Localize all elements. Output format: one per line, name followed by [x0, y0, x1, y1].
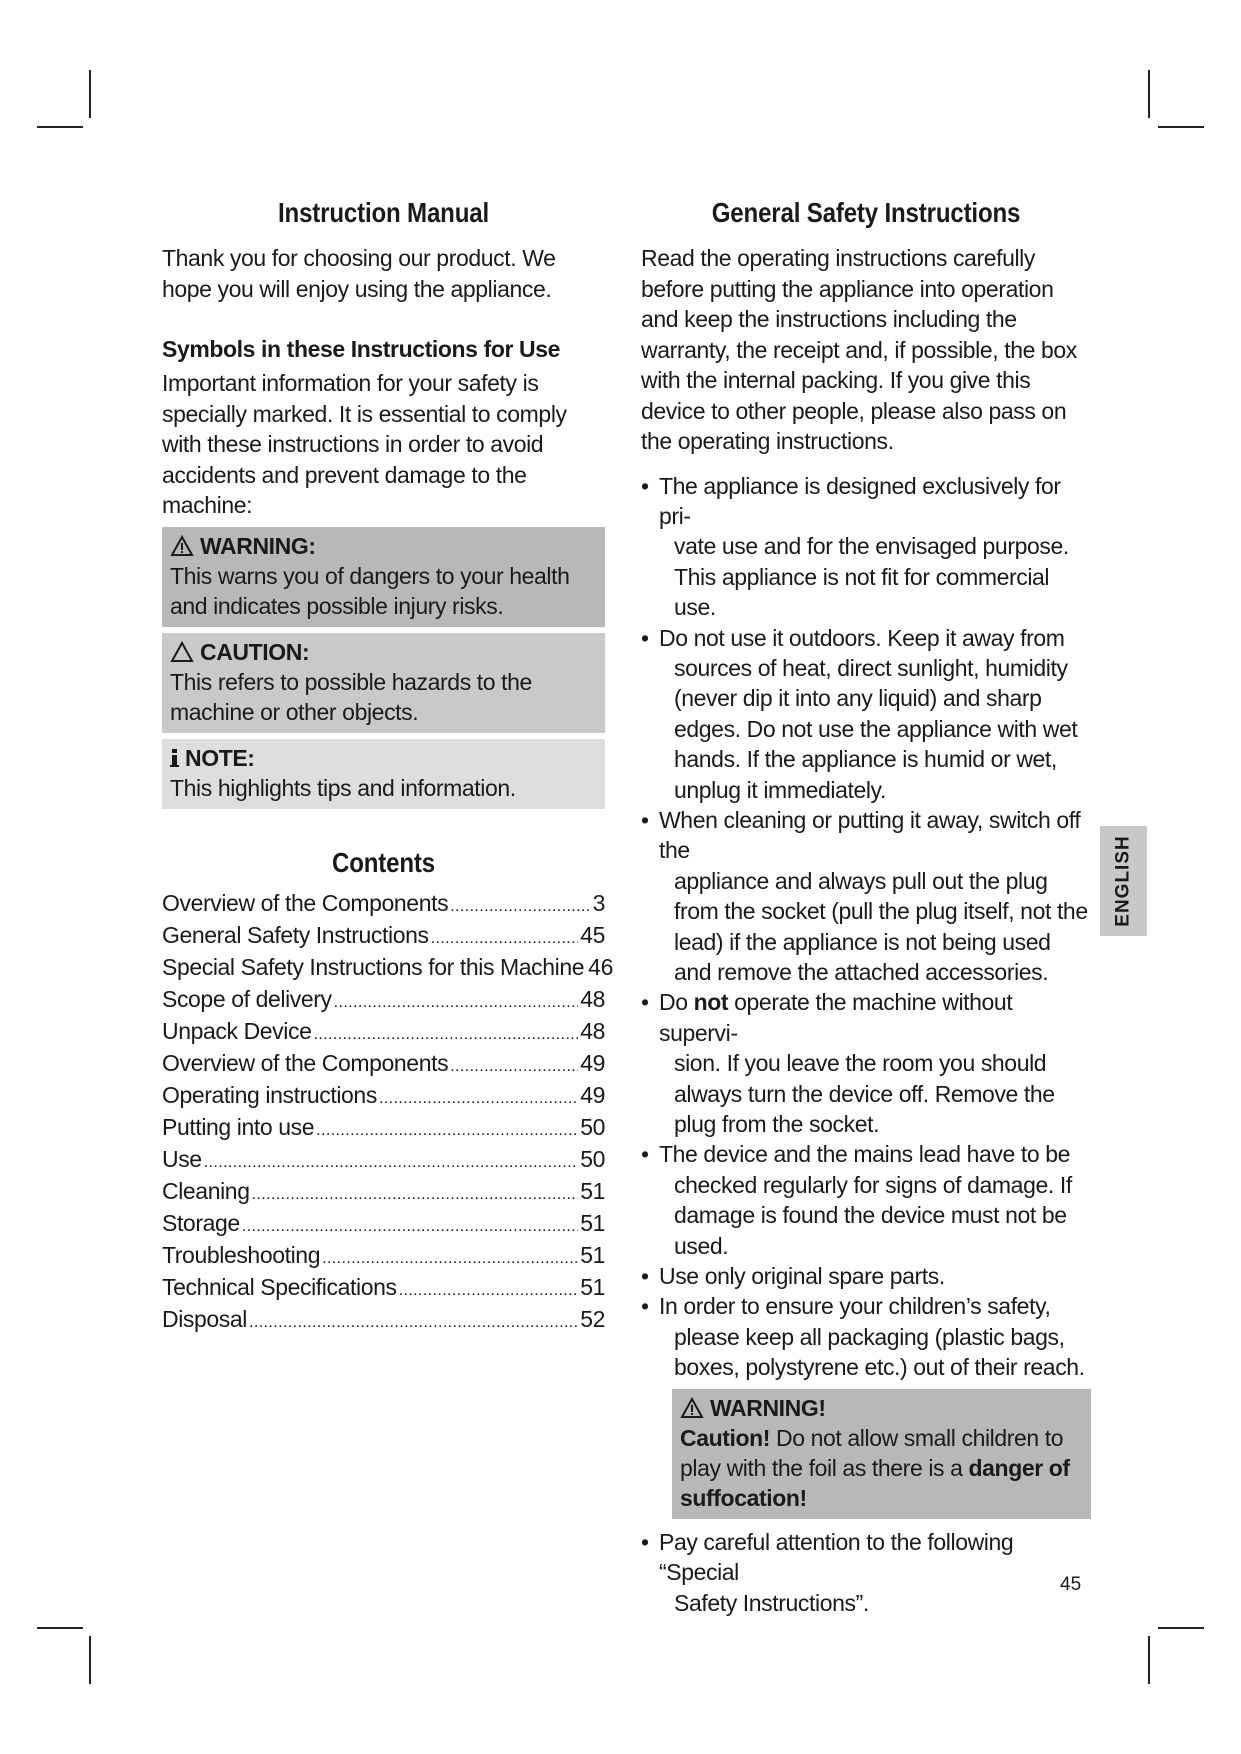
bullet-text: When cleaning or putting it away, switch off the: [659, 806, 1081, 864]
general-safety-title: General Safety Instructions: [711, 197, 1021, 228]
toc-entry-title: Technical Specifications: [162, 1273, 397, 1300]
toc-entry-title: Unpack Device: [162, 1017, 312, 1044]
bullet-text-cont: appliance and always pull out the plug from the socket (pull the plug itself, not the lead) if the appliance is not being used and remove the attached accessories.: [674, 867, 1088, 985]
toc-entry-page: 3: [592, 889, 605, 916]
bullet-icon: •: [641, 624, 649, 651]
warning-text: This warns you of dangers to your health and indicates possible injury risks.: [170, 562, 570, 619]
toc-entry-page: 48: [580, 985, 605, 1012]
suffocation-danger-text: danger of suffocation!: [680, 1454, 1070, 1511]
list-item: [641, 1527, 1091, 1618]
suffocation-warning-label-row: [680, 1393, 1083, 1423]
page-number: 45: [1060, 1574, 1082, 1595]
toc-leader: [431, 924, 579, 953]
toc-entry[interactable]: [162, 1177, 605, 1209]
toc-entry-page: 51: [580, 1177, 605, 1204]
bullet-text-pre: Do: [659, 989, 694, 1016]
bullet-text: Use only original spare parts.: [659, 1263, 945, 1290]
bullet-text-bold: not: [693, 989, 729, 1016]
toc-entry-title: Storage: [162, 1209, 240, 1236]
list-item: [641, 623, 1091, 805]
note-text: This highlights tips and information.: [170, 774, 516, 801]
warning-triangle-icon: [680, 1397, 704, 1419]
note-label-row: [170, 743, 597, 773]
toc-entry[interactable]: [162, 1305, 605, 1337]
caution-box: [162, 633, 605, 733]
contents-title: Contents: [332, 846, 435, 878]
bullet-text: Pay careful attention to the following “Special: [659, 1528, 1014, 1586]
toc-entry-title: Scope of delivery: [162, 985, 332, 1012]
toc-leader: [313, 1020, 578, 1049]
crop-mark: [1158, 1627, 1204, 1629]
toc-entry-title: Putting into use: [162, 1113, 315, 1140]
bullet-text-cont: sources of heat, direct sunlight, humidity (never dip it into any liquid) and sharp edges. Do not use the appliance with wet hands. If the appliance is humid or wet, unplug it immediately.: [674, 654, 1078, 803]
toc-entry-title: Operating instructions: [162, 1081, 377, 1108]
toc-leader: [242, 1212, 578, 1241]
language-tab-label: ENGLISH: [1112, 835, 1134, 927]
toc-entry-page: 48: [580, 1017, 605, 1044]
list-item: [641, 1291, 1091, 1382]
toc-leader: [252, 1180, 579, 1209]
toc-entry-title: Use: [162, 1145, 202, 1172]
bullet-text: Do not use it outdoors. Keep it away from: [659, 624, 1065, 651]
toc-entry[interactable]: [162, 1081, 605, 1113]
bullet-text: [659, 987, 1091, 1048]
toc-leader: [316, 1116, 578, 1145]
caution-label-row: [170, 637, 597, 667]
bullet-text: In order to ensure your children’s safety,: [659, 1293, 1051, 1320]
toc-entry[interactable]: [162, 1113, 605, 1145]
toc-entry-page: 51: [580, 1209, 605, 1236]
toc-entry-title: Special Safety Instructions for this Machine: [162, 953, 585, 980]
toc-entry-page: 46: [588, 953, 613, 980]
caution-triangle-icon: [170, 641, 194, 663]
crop-mark: [1158, 126, 1204, 128]
bullet-icon: •: [641, 1263, 649, 1290]
safety-bullet-list-cont: [641, 1527, 1091, 1618]
warning-box: [162, 527, 605, 627]
toc-entry[interactable]: [162, 1273, 605, 1305]
list-item: [641, 1261, 1091, 1291]
toc-entry-title: Disposal: [162, 1305, 248, 1332]
crop-mark: [89, 1636, 91, 1684]
bullet-icon: •: [641, 1293, 649, 1320]
symbols-heading: Symbols in these Instructions for Use: [162, 336, 561, 362]
bullet-icon: •: [641, 806, 649, 833]
bullet-text-post: operate the machine without supervi-: [659, 989, 1013, 1046]
bullet-text-cont: please keep all packaging (plastic bags, boxes, polystyrene etc.) out of their reach.: [674, 1323, 1085, 1381]
toc-leader: [334, 988, 579, 1017]
crop-mark: [37, 126, 83, 128]
toc-entry[interactable]: [162, 1017, 605, 1049]
left-column: [162, 195, 613, 1337]
toc-entry-title: Overview of the Components: [162, 889, 449, 916]
suffocation-warning-text: [680, 1423, 1083, 1513]
caution-label: CAUTION:: [200, 638, 310, 665]
bullet-text-cont: Safety Instructions”.: [674, 1589, 869, 1616]
toc-leader: [204, 1148, 579, 1177]
bullet-text-cont: checked regularly for signs of damage. If damage is found the device must not be used.: [674, 1171, 1072, 1259]
toc-leader: [249, 1308, 578, 1337]
list-item: [641, 805, 1091, 987]
bullet-text: The device and the mains lead have to be: [659, 1141, 1071, 1168]
toc-entry[interactable]: [162, 921, 605, 953]
toc-entry[interactable]: [162, 985, 605, 1017]
toc-entry-title: Overview of the Components: [162, 1049, 449, 1076]
toc-entry-page: 49: [580, 1081, 605, 1108]
safety-intro-paragraph: Read the operating instructions carefully before putting the appliance into operation and keep the instructions including the warranty, the receipt and, if possible, the box with the internal packing. If you give this device to other people, please also pass on the operating instructions.: [641, 245, 1077, 454]
bullet-text-cont: vate use and for the envisaged purpose. This appliance is not fit for commercial use.: [674, 533, 1069, 621]
crop-mark: [1148, 1636, 1150, 1684]
safety-bullet-list: [641, 471, 1091, 1383]
info-icon: [170, 747, 179, 769]
toc-entry[interactable]: [162, 889, 605, 921]
toc-entry-page: 52: [580, 1305, 605, 1332]
note-box: [162, 739, 605, 809]
list-item: [641, 471, 1091, 623]
bullet-text-cont: sion. If you leave the room you should always turn the device off. Remove the plug from the socket.: [674, 1050, 1055, 1138]
toc-leader: [450, 892, 590, 921]
list-item: [641, 987, 1091, 1139]
toc-leader: [322, 1244, 578, 1273]
crop-mark: [89, 70, 91, 118]
toc-entry-page: 45: [580, 921, 605, 948]
suffocation-warning-body: Do not allow small children to play with the foil as there is a: [680, 1424, 1064, 1481]
crop-mark: [37, 1627, 83, 1629]
crop-mark: [1148, 70, 1150, 118]
toc-entry[interactable]: [162, 1049, 605, 1081]
toc-leader: [379, 1084, 578, 1113]
caution-text: This refers to possible hazards to the machine or other objects.: [170, 668, 532, 725]
intro-paragraph: Thank you for choosing our product. We hope you will enjoy using the appliance.: [162, 245, 556, 302]
toc-entry-title: Cleaning: [162, 1177, 250, 1204]
bullet-text: The appliance is designed exclusively for pri-: [659, 472, 1061, 529]
toc-entry-page: 49: [580, 1049, 605, 1076]
symbols-paragraph: Important information for your safety is specially marked. It is essential to comply with these instructions in order to avoid accidents and prevent damage to the machine:: [162, 370, 567, 518]
bullet-icon: •: [641, 1528, 649, 1555]
suffocation-warning-box: [672, 1389, 1091, 1519]
toc-leader: [399, 1276, 579, 1305]
table-of-contents: [162, 889, 613, 1337]
warning-label: WARNING:: [200, 532, 316, 559]
bullet-icon: •: [641, 472, 649, 499]
toc-entry-title: Troubleshooting: [162, 1241, 321, 1268]
toc-entry-page: 51: [580, 1241, 605, 1268]
warning-triangle-icon: [170, 535, 194, 557]
toc-entry-page: 50: [580, 1113, 605, 1140]
note-label: NOTE:: [185, 744, 255, 771]
toc-entry[interactable]: [162, 953, 613, 985]
toc-leader: [450, 1052, 578, 1081]
toc-entry[interactable]: [162, 1145, 605, 1177]
toc-entry-title: General Safety Instructions: [162, 921, 429, 948]
caution-word: Caution!: [680, 1424, 771, 1451]
toc-entry[interactable]: [162, 1241, 605, 1273]
right-column: [641, 195, 1091, 1618]
warning-label-row: [170, 531, 597, 561]
bullet-icon: •: [641, 1141, 649, 1168]
suffocation-warning-label: WARNING!: [710, 1394, 826, 1421]
toc-entry-page: 50: [580, 1145, 605, 1172]
toc-entry[interactable]: [162, 1209, 605, 1241]
instruction-manual-title: Instruction Manual: [278, 197, 489, 228]
bullet-icon: •: [641, 989, 649, 1016]
list-item: [641, 1139, 1091, 1261]
toc-entry-page: 51: [580, 1273, 605, 1300]
language-tab[interactable]: [1100, 826, 1147, 936]
